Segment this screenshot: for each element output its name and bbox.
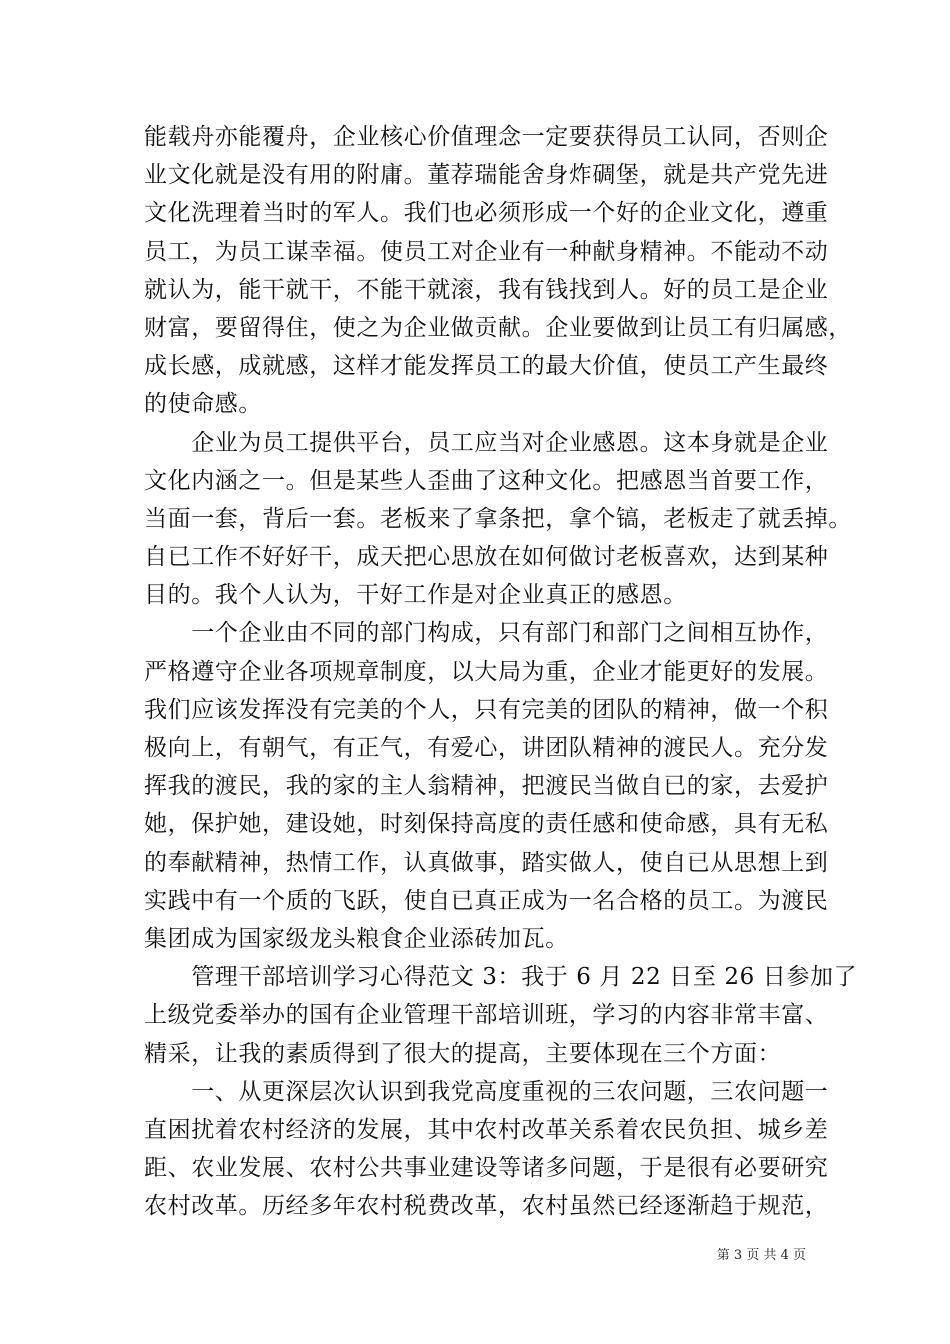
text-line: 极向上，有朝气，有正气，有爱心，讲团队精神的渡民人。充分发 [144, 735, 829, 761]
text-line: 成长感，成就感，这样才能发挥员工的最大价值，使员工产生最终 [144, 353, 829, 380]
text-line: 我们应该发挥没有完美的个人，只有完美的团队的精神，做一个积 [144, 696, 829, 723]
text-line: 精采，让我的素质得到了很大的提高，主要体现在三个方面： [144, 1040, 782, 1067]
text-line: 能载舟亦能覆舟，企业核心价值理念一定要获得员工认同，否则企 [144, 124, 829, 150]
text-line: 财富，要留得住，使之为企业做贡献。企业要做到让员工有归属感， [144, 314, 852, 341]
text-line: 一、从更深层次认识到我党高度重视的三农问题，三农问题一 [144, 1078, 829, 1105]
text-line: 企业为员工提供平台，员工应当对企业感恩。这本身就是企业 [144, 429, 829, 456]
text-line: 的使命感。 [144, 391, 262, 418]
text-line: 文化洗理着当时的军人。我们也必须形成一个好的企业文化，遵重 [144, 200, 829, 227]
text-line: 距、农业发展、农村公共事业建设等诸多问题，于是很有必要研究 [144, 1155, 829, 1182]
text-line: 目的。我个人认为，干好工作是对企业真正的感恩。 [144, 582, 687, 609]
text-line: 就认为，能干就干，不能干就滚，我有钱找到人。好的员工是企业 [144, 276, 829, 303]
text-line: 直困扰着农村经济的发展，其中农村改革关系着农民负担、城乡差 [144, 1116, 829, 1143]
text-line: 业文化就是没有用的附庸。董荐瑞能舍身炸碉堡，就是共产党先进 [144, 162, 829, 189]
text-line: 挥我的渡民，我的家的主人翁精神，把渡民当做自已的家，去爱护 [144, 773, 829, 800]
body-text [144, 118, 858, 1225]
text-line: 严格遵守企业各项规章制度，以大局为重，企业才能更好的发展。 [144, 658, 829, 685]
text-line: 的奉献精神，热情工作，认真做事，踏实做人，使自已从思想上到 [144, 849, 829, 876]
text-line: 实践中有一个质的飞跃，使自已真正成为一名合格的员工。为渡民 [144, 887, 829, 914]
text-line: 一个企业由不同的部门构成，只有部门和部门之间相互协作， [144, 620, 829, 647]
text-line: 她，保护她，建设她，时刻保持高度的责任感和使命感，具有无私 [144, 811, 829, 838]
text-line: 自已工作不好好干，成天把心思放在如何做讨老板喜欢，达到某种 [144, 544, 829, 571]
text-line: 农村改革。历经多年农村税费改革，农村虽然已经逐渐趋于规范， [144, 1193, 829, 1220]
text-line: 当面一套，背后一套。老板来了拿条把，拿个镐，老板走了就丢掉。 [144, 505, 852, 532]
text-line: 管理干部培训学习心得范文 3：我于 6 月 22 日至 26 日参加了 [144, 964, 858, 991]
text-line: 集团成为国家级龙头粮食企业添砖加瓦。 [144, 925, 569, 952]
page-number-footer: 第 3 页 共 4 页 [716, 1248, 806, 1263]
text-line: 文化内涵之一。但是某些人歪曲了这种文化。把感恩当首要工作， [144, 467, 829, 494]
text-line: 员工，为员工谋幸福。使员工对企业有一种献身精神。不能动不动 [144, 238, 829, 265]
text-line: 上级党委举办的国有企业管理干部培训班，学习的内容非常丰富、 [144, 1002, 829, 1029]
